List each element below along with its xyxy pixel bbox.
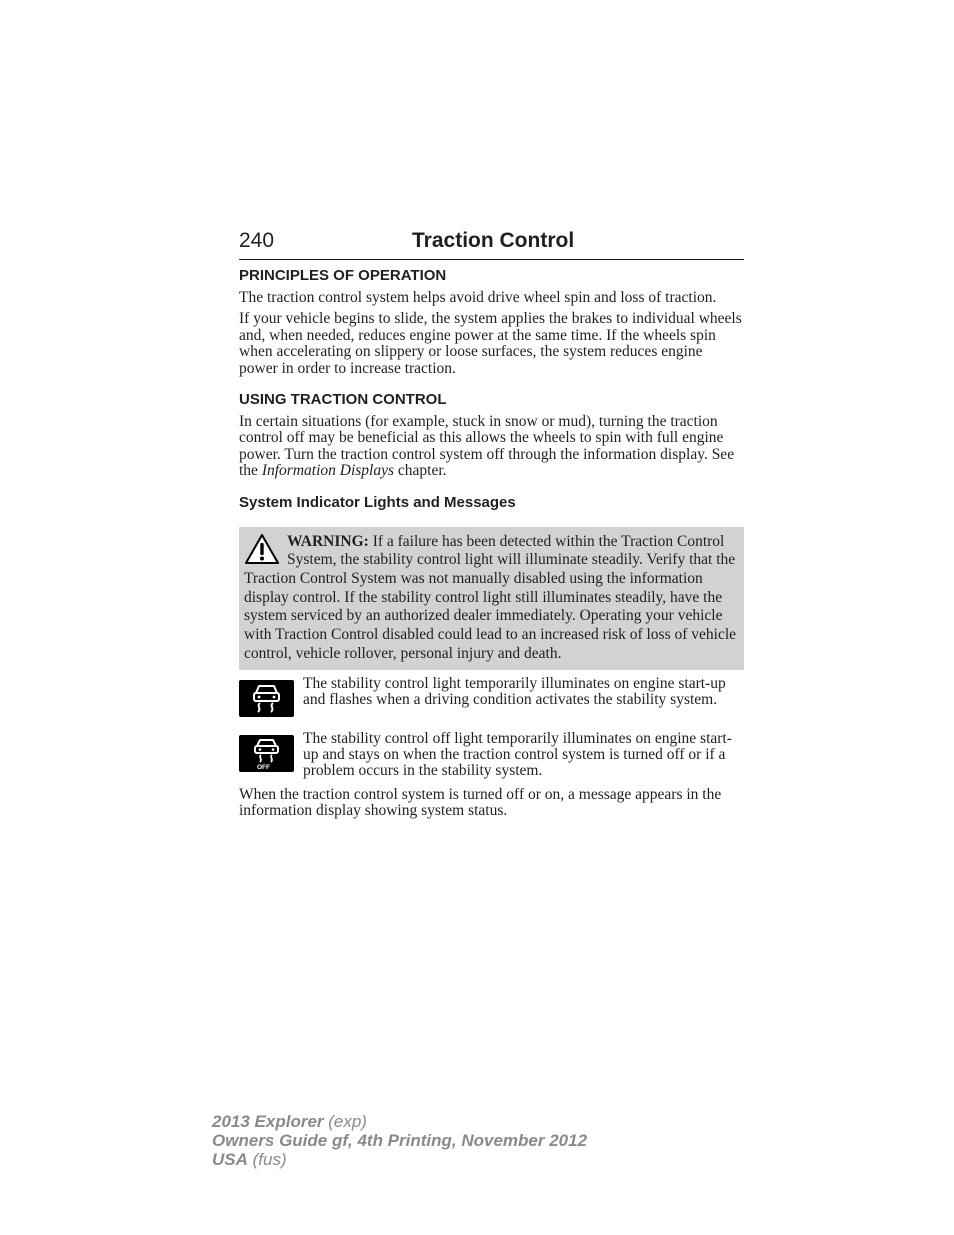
stability-control-off-icon (239, 735, 294, 772)
stability-control-icon (239, 680, 294, 717)
footer-market-code: (fus) (247, 1150, 287, 1169)
principles-heading: PRINCIPLES OF OPERATION (239, 267, 447, 284)
stability-off-light-text: The stability control off light temporarily illuminates on engine start-up and stays on when the traction control system is turned off or if a problem occurs in the stability system. (303, 729, 732, 780)
warning-triangle-icon (244, 533, 280, 567)
off-icon-label: OFF (257, 763, 270, 771)
page-header (239, 229, 744, 260)
warning-label: WARNING: (287, 532, 369, 550)
footer-line-3 (212, 1150, 587, 1169)
footer-model-code: (exp) (323, 1112, 367, 1131)
principles-paragraph-2: If your vehicle begins to slide, the system applies the brakes to individual wheels and, when needed, reduces engine power at the same time. If the wheels spin when accelerating on slippery or loose surfaces, the system reduces engine power in order to increase traction. (239, 310, 742, 377)
using-text-end: chapter. (394, 462, 447, 480)
using-paragraph (239, 414, 744, 480)
footer-model: 2013 Explorer (212, 1112, 324, 1131)
using-text-start: In certain situations (for example, stuck in snow or mud), turning the traction control off may be beneficial as this allows the wheels to spin with full engine power. Turn the traction control system off through the information display. See the (239, 413, 735, 480)
footer-market: USA (212, 1150, 248, 1169)
information-displays-reference: Information Displays (261, 462, 394, 480)
principles-paragraph-1: The traction control system helps avoid drive wheel spin and loss of traction. (239, 289, 717, 306)
stability-light-text: The stability control light temporarily illuminates on engine start-up and flashes when a driving condition activates the stability system. (303, 674, 726, 708)
warning-box (239, 527, 744, 670)
chapter-title: Traction Control (412, 229, 575, 252)
page-content (239, 267, 744, 824)
page-footer (212, 1112, 587, 1169)
status-message-paragraph: When the traction control system is turned off or on, a message appears in the information display showing system status. (239, 785, 722, 819)
warning-text: If a failure has been detected within the Traction Control System, the stability control light will illuminate steadily. Verify that the Traction Control System was not manually disabled using the information display control. If the stability control light still illuminates steadily, have the system serviced by an authorized dealer immediately. Operating your vehicle with Traction Control disabled could lead to an increased risk of loss of vehicle control, vehicle rollover, personal injury and death. (244, 532, 737, 662)
page-number: 240 (239, 229, 275, 252)
stability-off-light-item (239, 731, 744, 783)
indicators-heading: System Indicator Lights and Messages (239, 493, 516, 511)
using-heading: USING TRACTION CONTROL (239, 391, 447, 409)
footer-printing: Owners Guide gf, 4th Printing, November 2012 (212, 1131, 588, 1150)
footer-line-1 (212, 1112, 587, 1131)
footer-line-2 (212, 1131, 587, 1150)
stability-light-item (239, 676, 744, 728)
